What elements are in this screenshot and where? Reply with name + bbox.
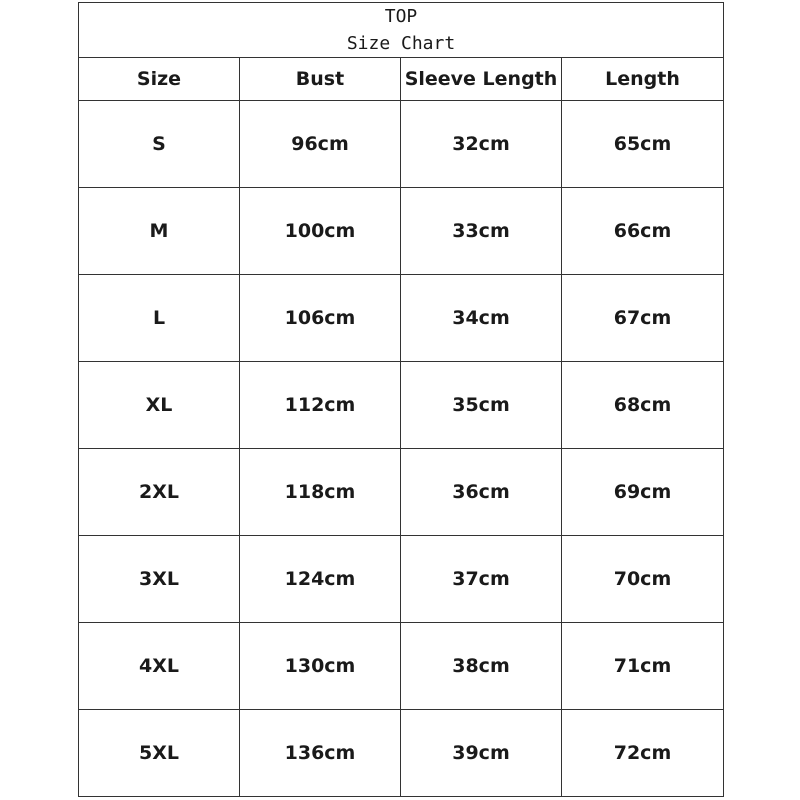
header-size: Size xyxy=(79,58,240,101)
cell-bust: 130cm xyxy=(240,623,401,710)
cell-size: L xyxy=(79,275,240,362)
header-row xyxy=(79,58,724,101)
cell-size: 2XL xyxy=(79,449,240,536)
header-sleeve-length: Sleeve Length xyxy=(401,58,562,101)
cell-sleeve-length: 37cm xyxy=(401,536,562,623)
table-row xyxy=(79,275,724,362)
cell-sleeve-length: 39cm xyxy=(401,710,562,797)
cell-length: 71cm xyxy=(562,623,724,710)
header-bust: Bust xyxy=(240,58,401,101)
title-line-size-chart: Size Chart xyxy=(346,33,456,54)
cell-sleeve-length: 38cm xyxy=(401,623,562,710)
cell-bust: 118cm xyxy=(240,449,401,536)
cell-length: 66cm xyxy=(562,188,724,275)
table-row xyxy=(79,536,724,623)
table-row xyxy=(79,710,724,797)
cell-length: 67cm xyxy=(562,275,724,362)
table-row xyxy=(79,188,724,275)
cell-size: S xyxy=(79,101,240,188)
cell-bust: 136cm xyxy=(240,710,401,797)
title-line-top: TOP xyxy=(384,6,418,27)
cell-bust: 106cm xyxy=(240,275,401,362)
cell-sleeve-length: 36cm xyxy=(401,449,562,536)
cell-size: M xyxy=(79,188,240,275)
cell-length: 68cm xyxy=(562,362,724,449)
size-chart-table xyxy=(78,2,724,797)
cell-bust: 96cm xyxy=(240,101,401,188)
cell-length: 72cm xyxy=(562,710,724,797)
cell-length: 69cm xyxy=(562,449,724,536)
cell-sleeve-length: 35cm xyxy=(401,362,562,449)
table-row xyxy=(79,101,724,188)
cell-sleeve-length: 34cm xyxy=(401,275,562,362)
title-row xyxy=(79,3,724,58)
cell-sleeve-length: 33cm xyxy=(401,188,562,275)
cell-size: 4XL xyxy=(79,623,240,710)
cell-bust: 100cm xyxy=(240,188,401,275)
cell-size: XL xyxy=(79,362,240,449)
cell-bust: 124cm xyxy=(240,536,401,623)
cell-size: 5XL xyxy=(79,710,240,797)
cell-length: 65cm xyxy=(562,101,724,188)
table-row xyxy=(79,449,724,536)
chart-title xyxy=(79,3,724,58)
cell-sleeve-length: 32cm xyxy=(401,101,562,188)
table-row xyxy=(79,362,724,449)
header-length: Length xyxy=(562,58,724,101)
cell-length: 70cm xyxy=(562,536,724,623)
cell-size: 3XL xyxy=(79,536,240,623)
table-row xyxy=(79,623,724,710)
cell-bust: 112cm xyxy=(240,362,401,449)
